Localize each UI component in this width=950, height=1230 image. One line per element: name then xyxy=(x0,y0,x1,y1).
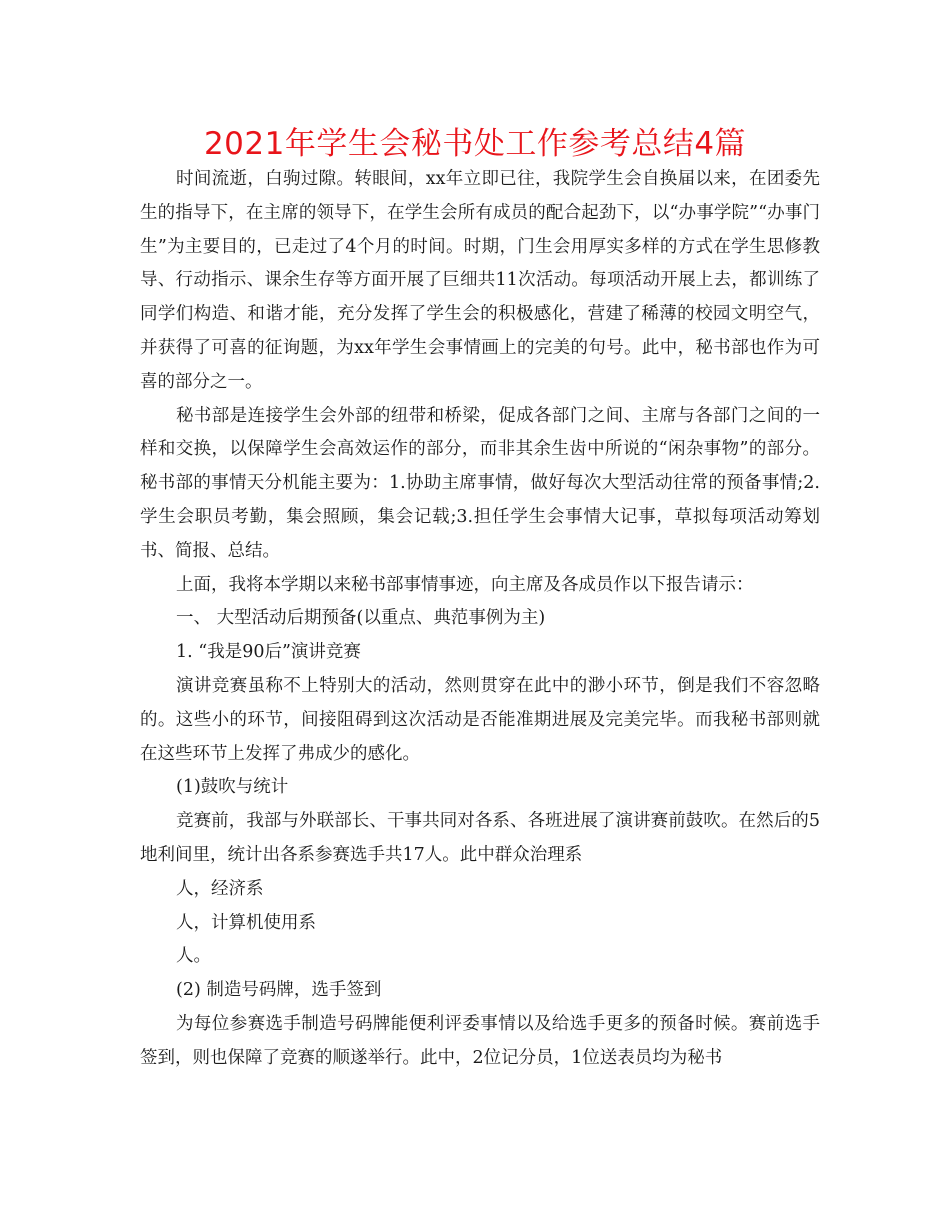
paragraph-report-intro: 上面，我将本学期以来秘书部事情事迹，向主席及各成员作以下报告请示： xyxy=(176,574,754,595)
document-body xyxy=(140,163,820,1076)
paragraph-intro: 时间流逝，白驹过隙。转眼间，xx年立即已往，我院学生会自换届以来，在团委先生的指导下，在主席的领导下，在学生会所有成员的配合起劲下，以“办事学院”“办事门生”为主要目的，已走过了4个月的时间。时期，门生会用厚实多样的方式在学生思修教导、行动指示、课余生存等方面开展了巨细共11次活动。每项活动开展上去，都训练了同学们构造、和谐才能，充分发挥了学生会的积极感化，营建了稀薄的校园文明空气，并获得了可喜的征询题，为xx年学生会事情画上的完美的句号。此中，秘书部也作为可喜的部分之一。 xyxy=(140,169,820,392)
line-computer: 人，计算机使用系 xyxy=(176,912,316,933)
subheading-speech-contest: 1. “我是90后”演讲竞赛 xyxy=(176,642,361,663)
line-economics: 人，经济系 xyxy=(176,878,264,899)
section-heading-1: 一、 大型活动后期预备(以重点、典范事例为主) xyxy=(176,608,546,629)
subheading-publicity: (1)鼓吹与统计 xyxy=(176,777,289,798)
paragraph-number-plates: 为每位参赛选手制造号码牌能便利评委事情以及给选手更多的预备时候。赛前选手签到，则也保障了竞赛的顺遂举行。此中，2位记分员，1位送表员均为秘书 xyxy=(140,1013,820,1068)
paragraph-publicity: 竞赛前，我部与外联部长、干事共同对各系、各班进展了演讲赛前鼓吹。在然后的5地利间里，统计出各系参赛选手共17人。此中群众治理系 xyxy=(140,811,820,865)
subheading-number-plates: (2) 制造号码牌，选手签到 xyxy=(176,980,382,1001)
paragraph-speech-contest: 演讲竞赛虽称不上特别大的活动，然则贯穿在此中的渺小环节，倒是我们不容忽略的。这些小的环节，间接阻碍到这次活动是否能准期进展及完美完毕。而我秘书部则就在这些环节上发挥了弗成少的感化。 xyxy=(140,675,820,764)
document-title: 2021年学生会秘书处工作参考总结4篇 xyxy=(203,126,747,162)
line-person: 人。 xyxy=(176,946,211,967)
paragraph-secretariat-role: 秘书部是连接学生会外部的纽带和桥梁，促成各部门之间、主席与各部门之间的一样和交换，以保障学生会高效运作的部分，而非其余生齿中所说的“闲杂事物”的部分。秘书部的事情天分机能主要为：1.协助主席事情，做好每次大型活动往常的预备事情;2.学生会职员考勤，集会照顾，集会记载;3.担任学生会事情大记事，草拟每项活动筹划书、简报、总结。 xyxy=(140,405,820,561)
